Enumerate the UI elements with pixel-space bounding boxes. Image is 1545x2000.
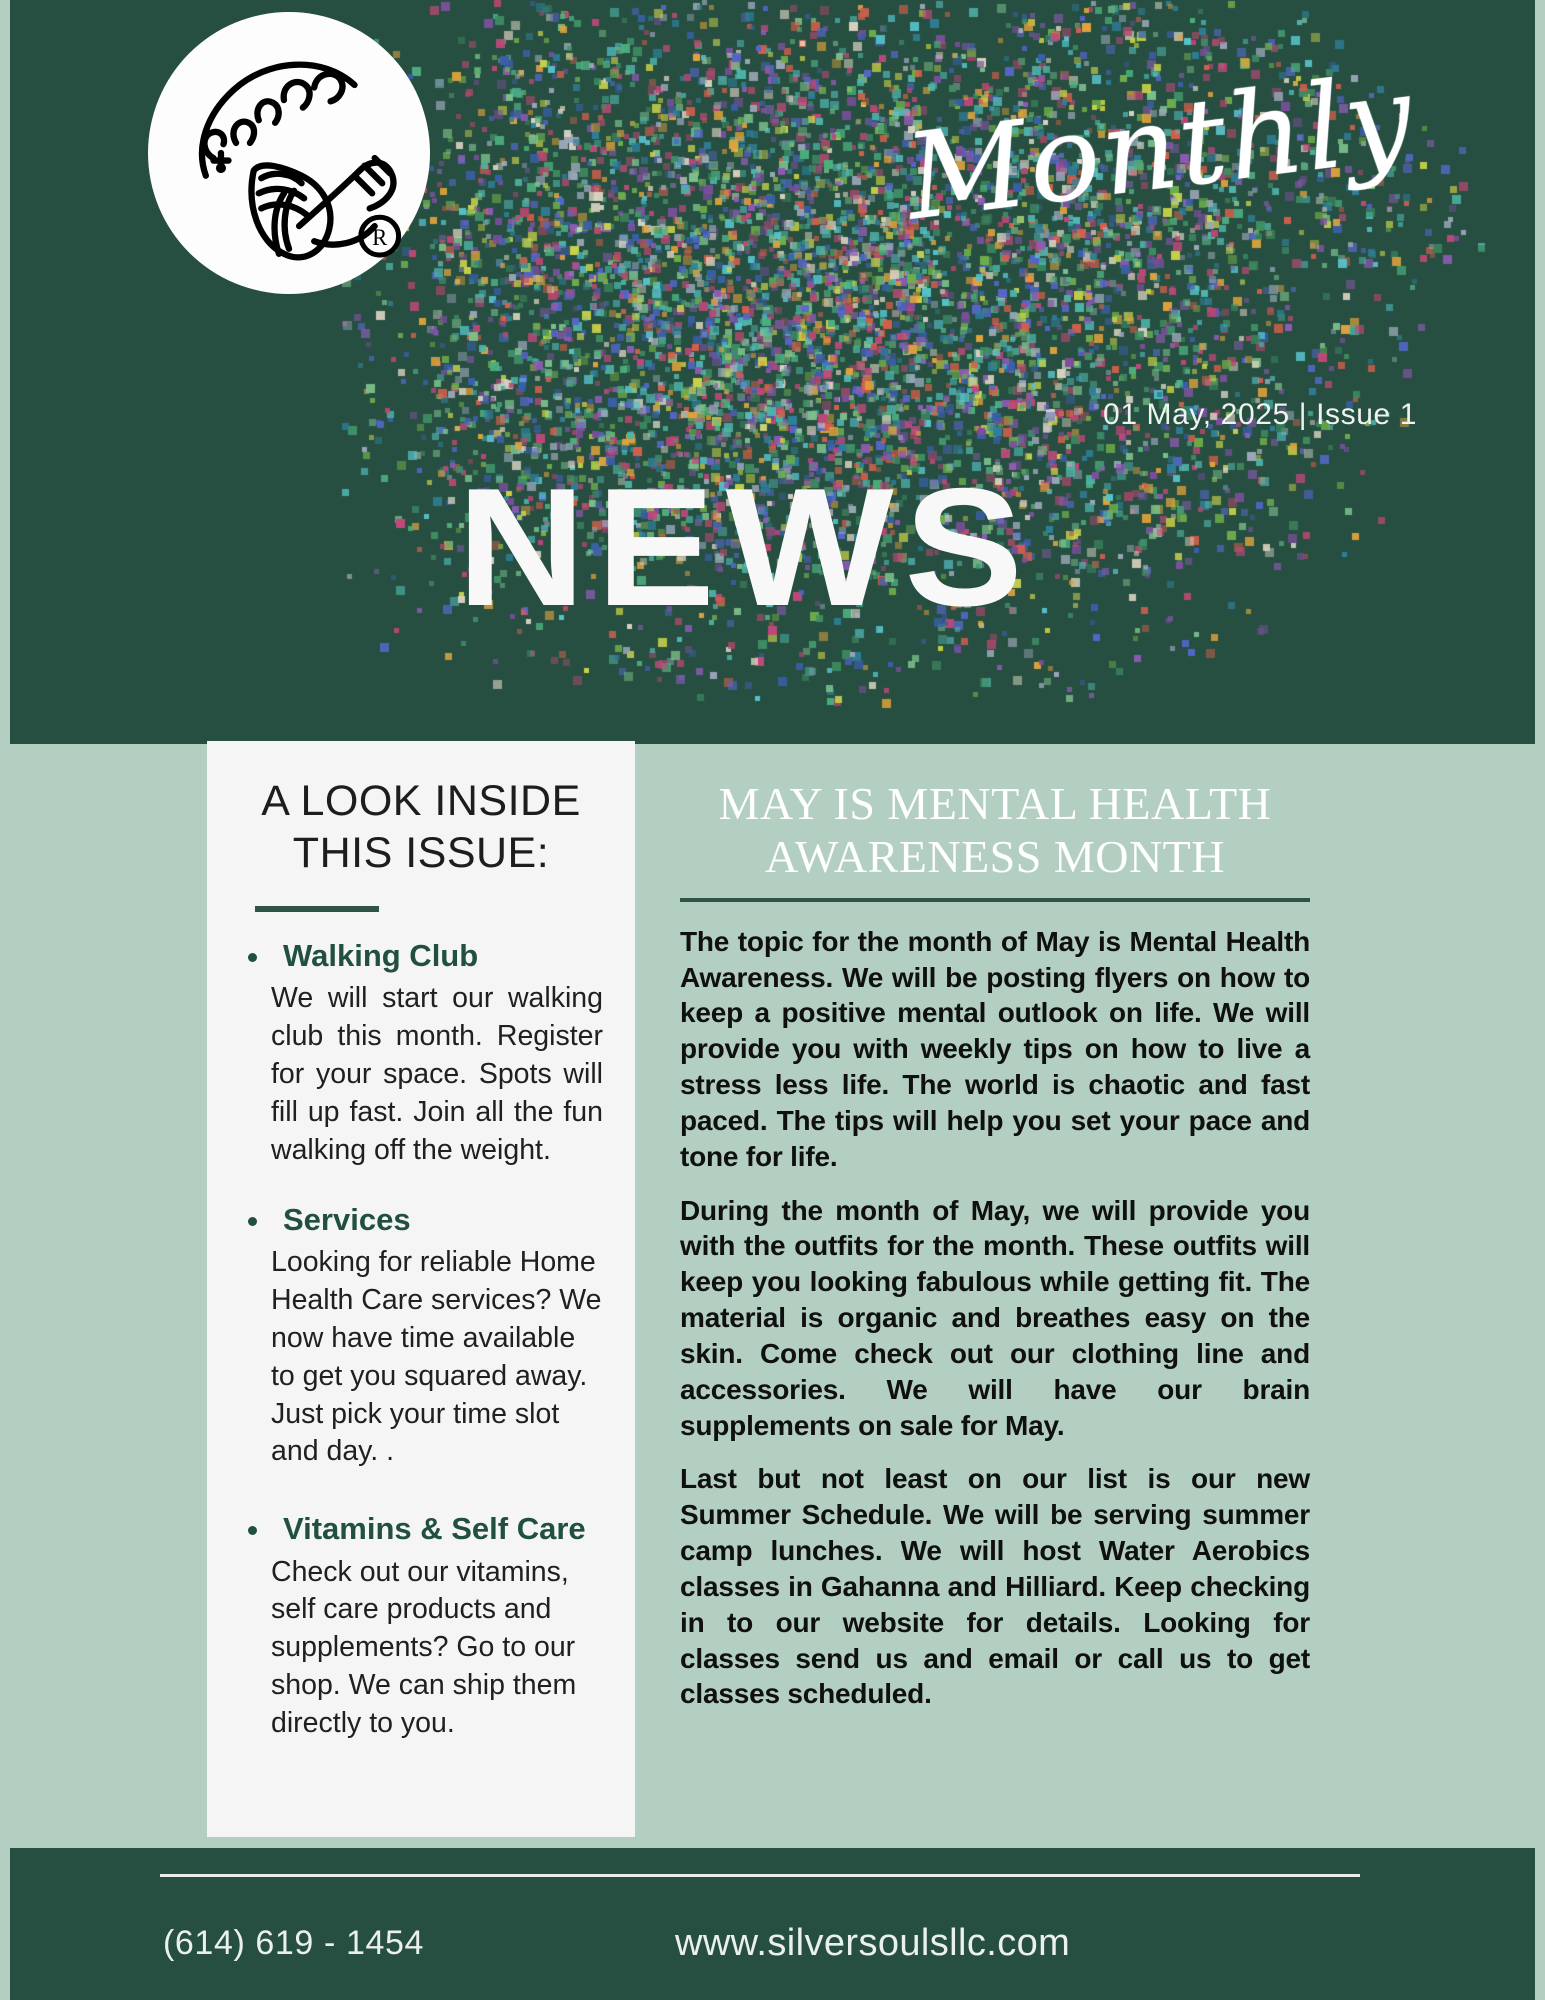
sidebar-item-vitamins-self-care (237, 1509, 605, 1743)
newsletter-footer (10, 1848, 1535, 2000)
issue-date-line: 01 May, 2025 | Issue 1 (1103, 398, 1417, 431)
silver-souls-logo (148, 12, 430, 294)
sidebar-heading: A LOOK INSIDE THIS ISSUE: (261, 777, 581, 878)
newsletter-header (10, 0, 1535, 744)
footer-phone[interactable]: (614) 619 - 1454 (163, 1924, 424, 1962)
svg-text:R: R (372, 224, 388, 250)
a-look-inside-card (207, 741, 635, 1837)
logo-mark-icon (163, 27, 415, 279)
article-paragraph: Last but not least on our list is our new Summer Schedule. We will be serving summer camp lunches. We will host Water Aerobics classes in Gahanna and Hilliard. Keep checking in to our website for details. Looking for classes send us and email or call us to get classes scheduled. (680, 1463, 1310, 1710)
sidebar-item-title: • Services (273, 1200, 605, 1240)
article-paragraph: The topic for the month of May is Mental Health Awareness. We will be posting flyers on how to keep a positive mental outlook on life. We will provide you with weekly tips on how to live a stress less life. The world is chaotic and fast paced. The tips will help you set your pace and tone for life. (680, 925, 1310, 1172)
sidebar-item-body: Check out our vitamins, self care products and supplements? Go to our shop. We can ship them directly to you. (271, 1555, 577, 1740)
sidebar-item-title: • Vitamins & Self Care (273, 1509, 605, 1549)
sidebar-item-title: • Walking Club (273, 936, 605, 976)
footer-website[interactable]: www.silversoulsllc.com (675, 1922, 1071, 1964)
left-edge-strip (0, 0, 10, 2000)
sidebar-divider (255, 906, 379, 912)
masthead-news: NEWS (457, 453, 1034, 641)
article-divider (680, 898, 1310, 902)
sidebar-item-walking-club (237, 936, 605, 1170)
article-heading: MAY IS MENTAL HEALTH AWARENESS MONTH (718, 778, 1272, 882)
sidebar-item-body: Looking for reliable Home Health Care services? We now have time available to get you squared away. Just pick your time slot and day. . (271, 1245, 602, 1468)
feature-article (680, 778, 1310, 1730)
article-paragraph: During the month of May, we will provide you with the outfits for the month. These outfits will keep you looking fabulous while getting fit. The material is organic and breathes easy on the skin. Come check out our clothing line and accessories. We will have our brain supplements on sale for May. (680, 1194, 1310, 1441)
footer-divider (160, 1874, 1360, 1877)
sidebar-item-body: We will start our walking club this month. Register for your space. Spots will fill up fast. Join all the fun walking off the weight. (271, 982, 603, 1166)
sidebar-item-services (237, 1200, 605, 1472)
monthly-script-title: Monthly (898, 47, 1422, 247)
